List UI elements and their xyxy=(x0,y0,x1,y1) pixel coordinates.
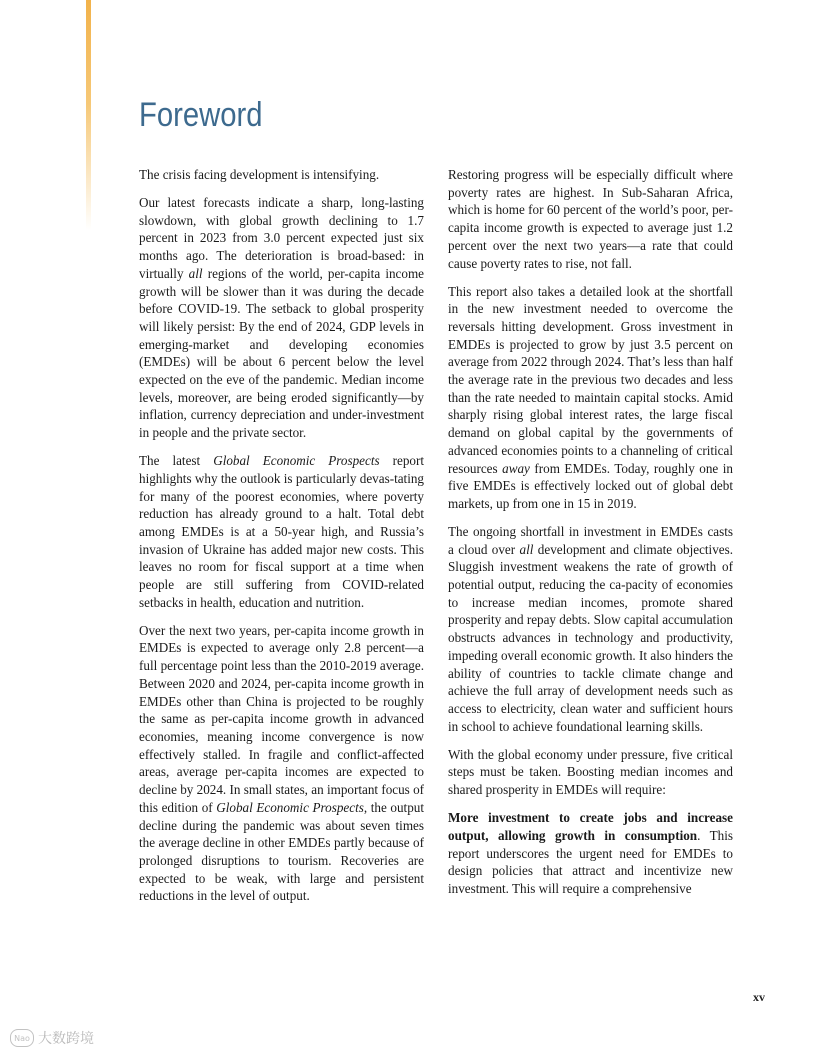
watermark-logo-icon: Nao xyxy=(10,1029,34,1047)
paragraph: Restoring progress will be especially difficult where poverty rates are highest. In Sub-Saharan Africa, which is home for 60 percent of the world’s poor, per-capita income growth is expected to average just 1.2 percent over the next two years—a rate that could cause poverty rates to rise, not fall. xyxy=(448,167,733,271)
paragraph: The ongoing shortfall in investment in EMDEs casts a cloud over all development and climate objectives. Sluggish investment weakens the rate of growth of potential output, reducing the ca-pacity of economies to increase median incomes, promote shared prosperity and repay debts. Slow capital accumulation obstructs advances in technology and productivity, impeding overall economic growth. It also hinders the ability of countries to tackle climate change and achieve the full array of development needs such as access to electricity, clean water and sufficient hours in school to achieve foundational learning skills. xyxy=(448,523,734,734)
page-title: Foreword xyxy=(139,96,263,134)
paragraph: More investment to create jobs and increase output, allowing growth in consumption. This report underscores the urgent need for EMDEs to design policies that attract and incentivize new investment. This will require a comprehensive xyxy=(448,810,734,896)
right-column xyxy=(448,166,733,908)
watermark-text: 大数跨境 xyxy=(38,1031,94,1047)
watermark xyxy=(10,1028,94,1048)
paragraph: Our latest forecasts indicate a sharp, long-lasting slowdown, with global growth declining to 1.7 percent in 2023 from 3.0 percent expected just six months ago. The deterioration is broad-based: in virtually all regions of the world, per-capita income growth will be slower than it was during the decade before COVID-19. The setback to global prosperity will likely persist: By the end of 2024, GDP levels in emerging-market and developing economies (EMDEs) will be about 6 percent below the level expected on the eve of the pandemic. Median income levels, moreover, are being eroded significantly—by inflation, currency depreciation and under-investment in people and the private sector. xyxy=(139,195,424,441)
paragraph: With the global economy under pressure, five critical steps must be taken. Boosting median incomes and shared prosperity in EMDEs will require: xyxy=(448,746,733,798)
left-column xyxy=(139,166,424,915)
paragraph: This report also takes a detailed look at the shortfall in the new investment needed to overcome the reversals hitting development. Gross investment in EMDEs is projected to grow by just 3.5 percent on average from 2022 through 2024. That’s less than half the average rate in the previous two decades and less than the rate needed to maintain capital stocks. Amid sharply rising global interest rates, the large fiscal demand on global capital by the governments of advanced economies points to a channeling of critical resources away from EMDEs. Today, roughly one in five EMDEs is effectively locked out of global debt markets, up from one in 15 in 2019. xyxy=(448,283,733,511)
paragraph: The latest Global Economic Prospects report highlights why the outlook is particularly devas-tating for many of the poorest economies, where poverty reduction has already ground to a halt. Total debt among EMDEs is at a 50-year high, and Russia’s invasion of Ukraine has added major new costs. This leaves no room for fiscal support at a time when people are still suffering from COVID-related setbacks in health, education and nutrition. xyxy=(139,453,425,610)
page-number: xv xyxy=(753,990,765,1004)
paragraph: Over the next two years, per-capita income growth in EMDEs is expected to average only 2.8 percent—a full percentage point less than the 2010-2019 average. Between 2020 and 2024, per-capita income growth in EMDEs other than China is projected to be roughly the same as per-capita income growth in advanced economies, meaning income convergence is now effectively stalled. In fragile and conflict-affected areas, average per-capita incomes are expected to decline by 2024. In small states, an important focus of this edition of Global Economic Prospects, the output decline during the pandemic was about seven times the average decline in other EMDEs partly because of prolonged disruptions to tourism. Recoveries are expected to be weak, with large and persistent reductions in the level of output. xyxy=(139,622,425,904)
accent-bar xyxy=(86,0,91,230)
paragraph: The crisis facing development is intensifying. xyxy=(139,167,380,182)
